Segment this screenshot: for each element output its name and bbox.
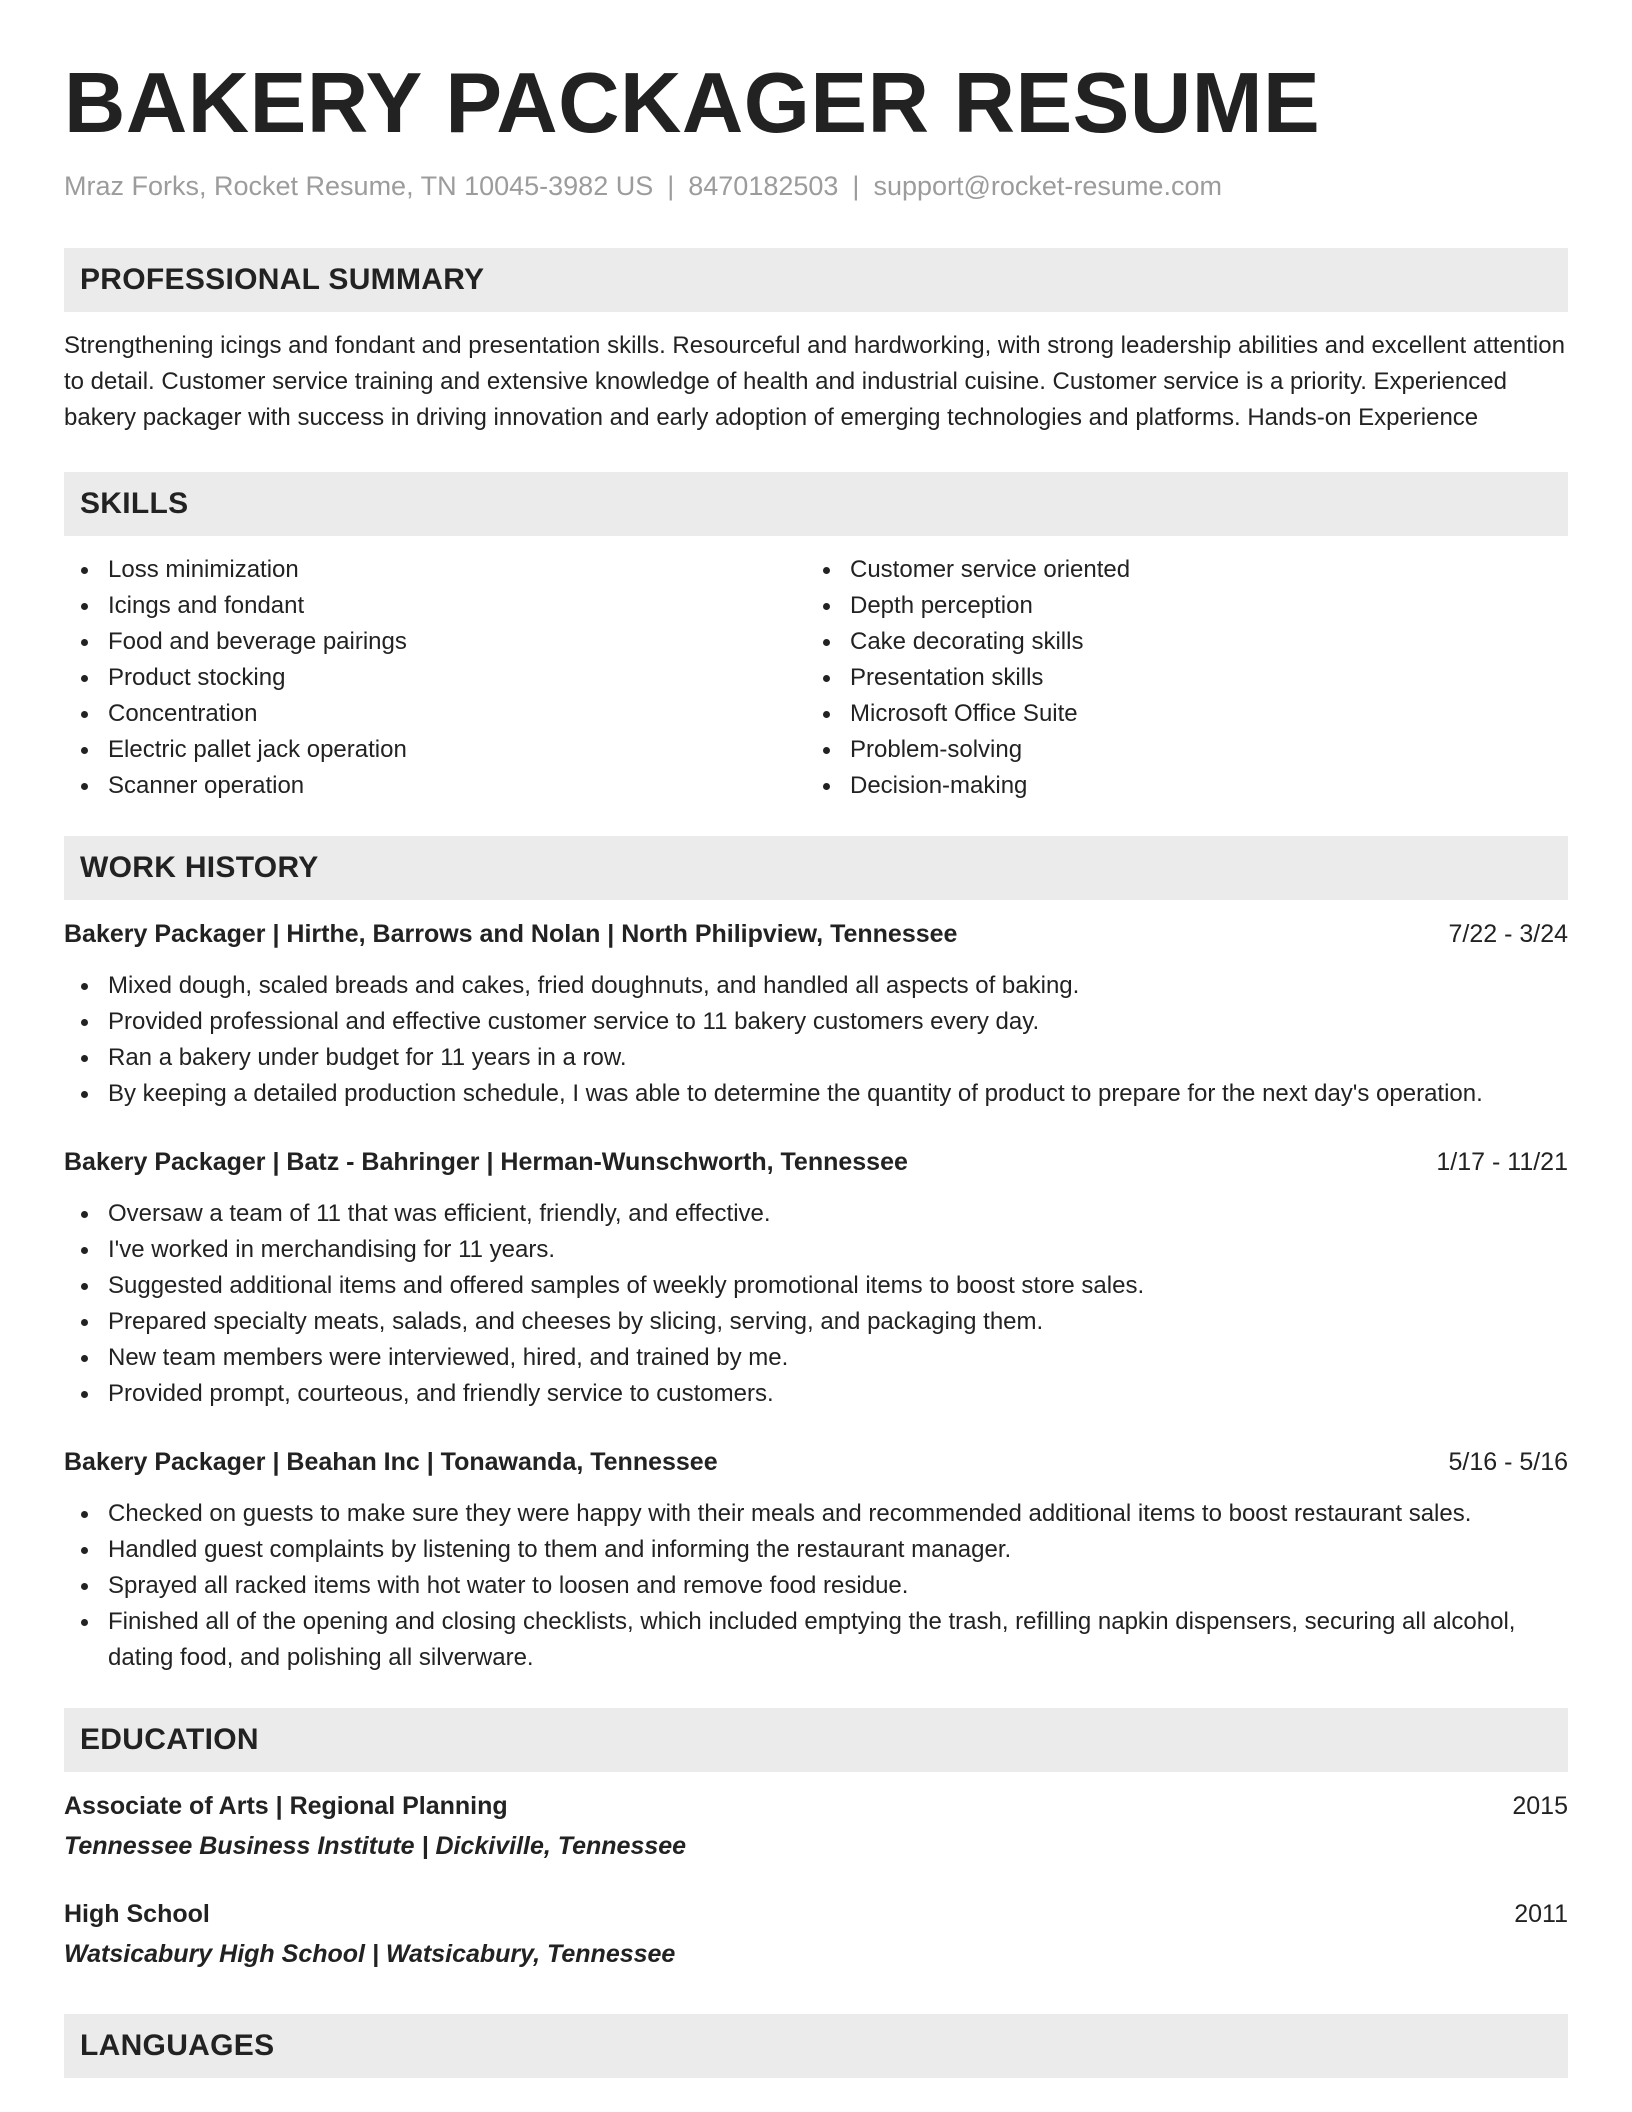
education-entry [64, 1788, 1568, 1864]
job-title: Bakery Packager | Hirthe, Barrows and Nolan | North Philipview, Tennessee [64, 920, 958, 948]
skill-item: Customer service oriented [806, 552, 1548, 588]
job-bullet: Provided prompt, courteous, and friendly service to customers. [64, 1376, 1568, 1412]
contact-email: support@rocket-resume.com [873, 171, 1222, 201]
education-heading: EDUCATION [64, 1708, 1568, 1772]
job-entry [64, 1444, 1568, 1676]
job-bullet: Prepared specialty meats, salads, and cheeses by slicing, serving, and packaging them. [64, 1304, 1568, 1340]
education-header [64, 1788, 1568, 1824]
job-bullet: Handled guest complaints by listening to them and informing the restaurant manager. [64, 1532, 1568, 1568]
summary-text: Strengthening icings and fondant and presentation skills. Resourceful and hardworking, with strong leadership abilities and excellent attention to detail. Customer service training and extensive knowledge of health and industrial cuisine. Customer service is a priority. Experienced bakery packager with success in driving innovation and early adoption of emerging technologies and platforms. Hands-on Experience [64, 332, 1565, 431]
languages-heading: LANGUAGES [64, 2014, 1568, 2078]
skill-item: Scanner operation [64, 768, 806, 804]
education-year: 2011 [1514, 1900, 1568, 1928]
skill-item: Depth perception [806, 588, 1548, 624]
education-degree: High School [64, 1900, 210, 1928]
contact-separator: | [852, 171, 860, 201]
skill-item: Decision-making [806, 768, 1548, 804]
education-school: Watsicabury High School | Watsicabury, Tennessee [64, 1940, 676, 1968]
resume-page [64, 56, 1568, 2078]
job-dates: 5/16 - 5/16 [1448, 1448, 1568, 1476]
skill-item: Cake decorating skills [806, 624, 1548, 660]
education-header [64, 1896, 1568, 1932]
resume-title: BAKERY PACKAGER RESUME [64, 56, 1321, 151]
skill-item: Problem-solving [806, 732, 1548, 768]
skills-column-right [806, 552, 1548, 804]
skill-item: Concentration [64, 696, 806, 732]
contact-phone: 8470182503 [688, 171, 839, 201]
skills-heading: SKILLS [64, 472, 1568, 536]
job-bullet: Sprayed all racked items with hot water to loosen and remove food residue. [64, 1568, 1568, 1604]
education-school: Tennessee Business Institute | Dickiville, Tennessee [64, 1832, 687, 1860]
job-bullet: I've worked in merchandising for 11 years. [64, 1232, 1568, 1268]
job-title: Bakery Packager | Beahan Inc | Tonawanda, Tennessee [64, 1448, 718, 1476]
skills-list [64, 552, 1568, 804]
job-bullet: New team members were interviewed, hired, and trained by me. [64, 1340, 1568, 1376]
education-degree: Associate of Arts | Regional Planning [64, 1792, 508, 1820]
summary-heading: PROFESSIONAL SUMMARY [64, 248, 1568, 312]
job-bullet: Oversaw a team of 11 that was efficient, friendly, and effective. [64, 1196, 1568, 1232]
job-dates: 1/17 - 11/21 [1436, 1148, 1568, 1176]
job-dates: 7/22 - 3/24 [1448, 920, 1568, 948]
skill-item: Product stocking [64, 660, 806, 696]
job-header [64, 916, 1568, 952]
job-title: Bakery Packager | Batz - Bahringer | Herman-Wunschworth, Tennessee [64, 1148, 908, 1176]
skill-item: Loss minimization [64, 552, 806, 588]
contact-line [64, 168, 1568, 204]
job-bullet: Suggested additional items and offered samples of weekly promotional items to boost store sales. [64, 1268, 1568, 1304]
job-header [64, 1144, 1568, 1180]
job-bullets [64, 1196, 1568, 1412]
skills-column-left [64, 552, 806, 804]
contact-address: Mraz Forks, Rocket Resume, TN 10045-3982 US [64, 171, 654, 201]
skill-item: Microsoft Office Suite [806, 696, 1548, 732]
skill-item: Presentation skills [806, 660, 1548, 696]
job-entry [64, 916, 1568, 1112]
contact-separator: | [667, 171, 675, 201]
education-year: 2015 [1512, 1792, 1568, 1820]
skill-item: Electric pallet jack operation [64, 732, 806, 768]
skill-item: Icings and fondant [64, 588, 806, 624]
work-history-heading: WORK HISTORY [64, 836, 1568, 900]
job-bullet: Checked on guests to make sure they were happy with their meals and recommended additional items to boost restaurant sales. [64, 1496, 1568, 1532]
skill-item: Food and beverage pairings [64, 624, 806, 660]
job-bullet: Ran a bakery under budget for 11 years in a row. [64, 1040, 1568, 1076]
job-bullet: Mixed dough, scaled breads and cakes, fried doughnuts, and handled all aspects of baking. [64, 968, 1568, 1004]
education-entry [64, 1896, 1568, 1972]
job-bullet: By keeping a detailed production schedule, I was able to determine the quantity of product to prepare for the next day's operation. [64, 1076, 1568, 1112]
job-entry [64, 1144, 1568, 1412]
job-bullets [64, 1496, 1568, 1676]
job-bullet: Provided professional and effective customer service to 11 bakery customers every day. [64, 1004, 1568, 1040]
job-bullet: Finished all of the opening and closing checklists, which included emptying the trash, refilling napkin dispensers, securing all alcohol, dating food, and polishing all silverware. [64, 1604, 1568, 1676]
job-header [64, 1444, 1568, 1480]
job-bullets [64, 968, 1568, 1112]
